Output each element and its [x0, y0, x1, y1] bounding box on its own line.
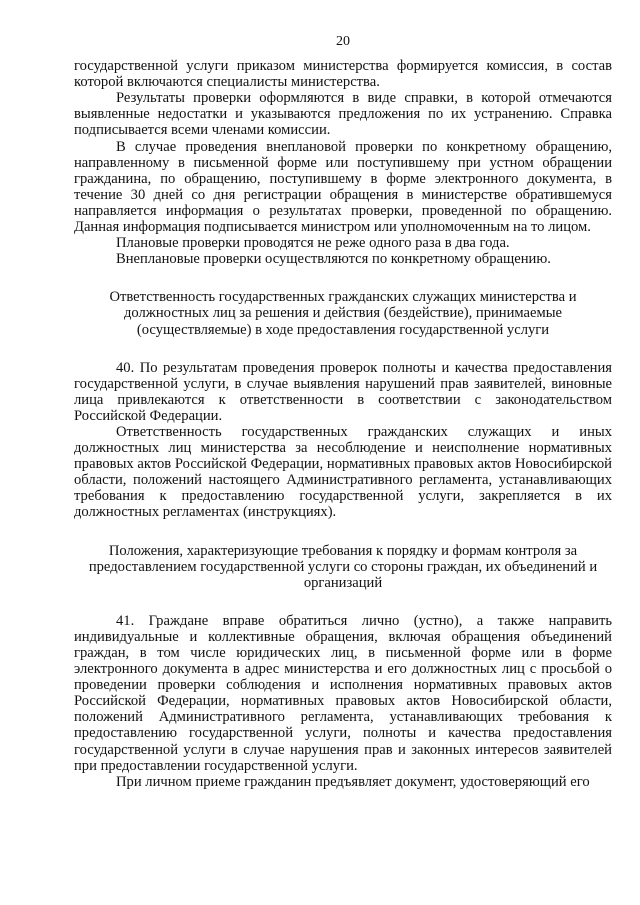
paragraph-unscheduled-basis: Внеплановые проверки осуществляются по конкретному обращению. [116, 251, 551, 268]
paragraph-inspection-results: Результаты проверки оформляются в виде справки, в которой отмечаются выявленные недостатки и указываются предложения по их устранению. Справка подписывается всеми членами комиссии. [74, 90, 612, 139]
section-heading-citizen-control: Положения, характеризующие требования к порядку и формам контроля за предоставлением государственной услуги со стороны граждан, их объединений и организаций [88, 542, 598, 591]
paragraph-continuation: государственной услуги приказом министерства формируется комиссия, в состав которой включаются специалисты министерства. [74, 58, 612, 91]
paragraph-scheduled-frequency: Плановые проверки проводятся не реже одного раза в два года. [116, 235, 510, 252]
section-41-paragraph: 41. Граждане вправе обратиться лично (устно), а также направить индивидуальные и коллективные обращения, включая обращения объединений граждан, в том числе юридических лиц, в письменной форме или в форме электронного документа в адрес министерства и его должностных лиц с просьбой о проведении проверки соблюдения и исполнения нормативных правовых актов Российской Федерации, нормативных правовых актов Новосибирской области, положений Административного регламента, устанавливающих требования к предоставлению государственной услуги, полноты и качества предоставления государственной услуги в случае нарушения прав и законных интересов заявителей при предоставлении государственной услуги. [74, 612, 612, 774]
section-40-responsibility-paragraph: Ответственность государственных гражданских служащих и иных должностных лиц министерства за несоблюдение и неисполнение нормативных правовых актов Российской Федерации, нормативных правовых актов Новосибирской области, положений настоящего Административного регламента, устанавливающих требования к предоставлению государственной услуги, закрепляется в их должностных регламентах (инструкциях). [74, 423, 612, 521]
paragraph-unscheduled-inspection: В случае проведения внеплановой проверки по конкретному обращению, направленному в письменной форме или поступившему при устном обращении гражданина, по обращению, поступившему в форме электронного документа, в течение 30 дней со дня регистрации обращения в министерстве обратившемуся направляется информация о результатах проверки, проведенной по обращению. Данная информация подписывается министром или уполномоченным на то лицом. [74, 138, 612, 236]
section-40-paragraph: 40. По результатам проведения проверок полноты и качества предоставления государственной услуги, в случае выявления нарушений прав заявителей, виновные лица привлекаются к ответственности в соответствии с законодательством Российской Федерации. [74, 359, 612, 424]
section-heading-responsibility: Ответственность государственных гражданских служащих министерства и должностных лиц за решения и действия (бездействие), принимаемые (осуществляемые) в ходе предоставления государственной услуги [109, 289, 577, 338]
section-41-personal-reception: При личном приеме гражданин предъявляет документ, удостоверяющий его [116, 773, 590, 790]
page-number: 20 [336, 34, 350, 49]
